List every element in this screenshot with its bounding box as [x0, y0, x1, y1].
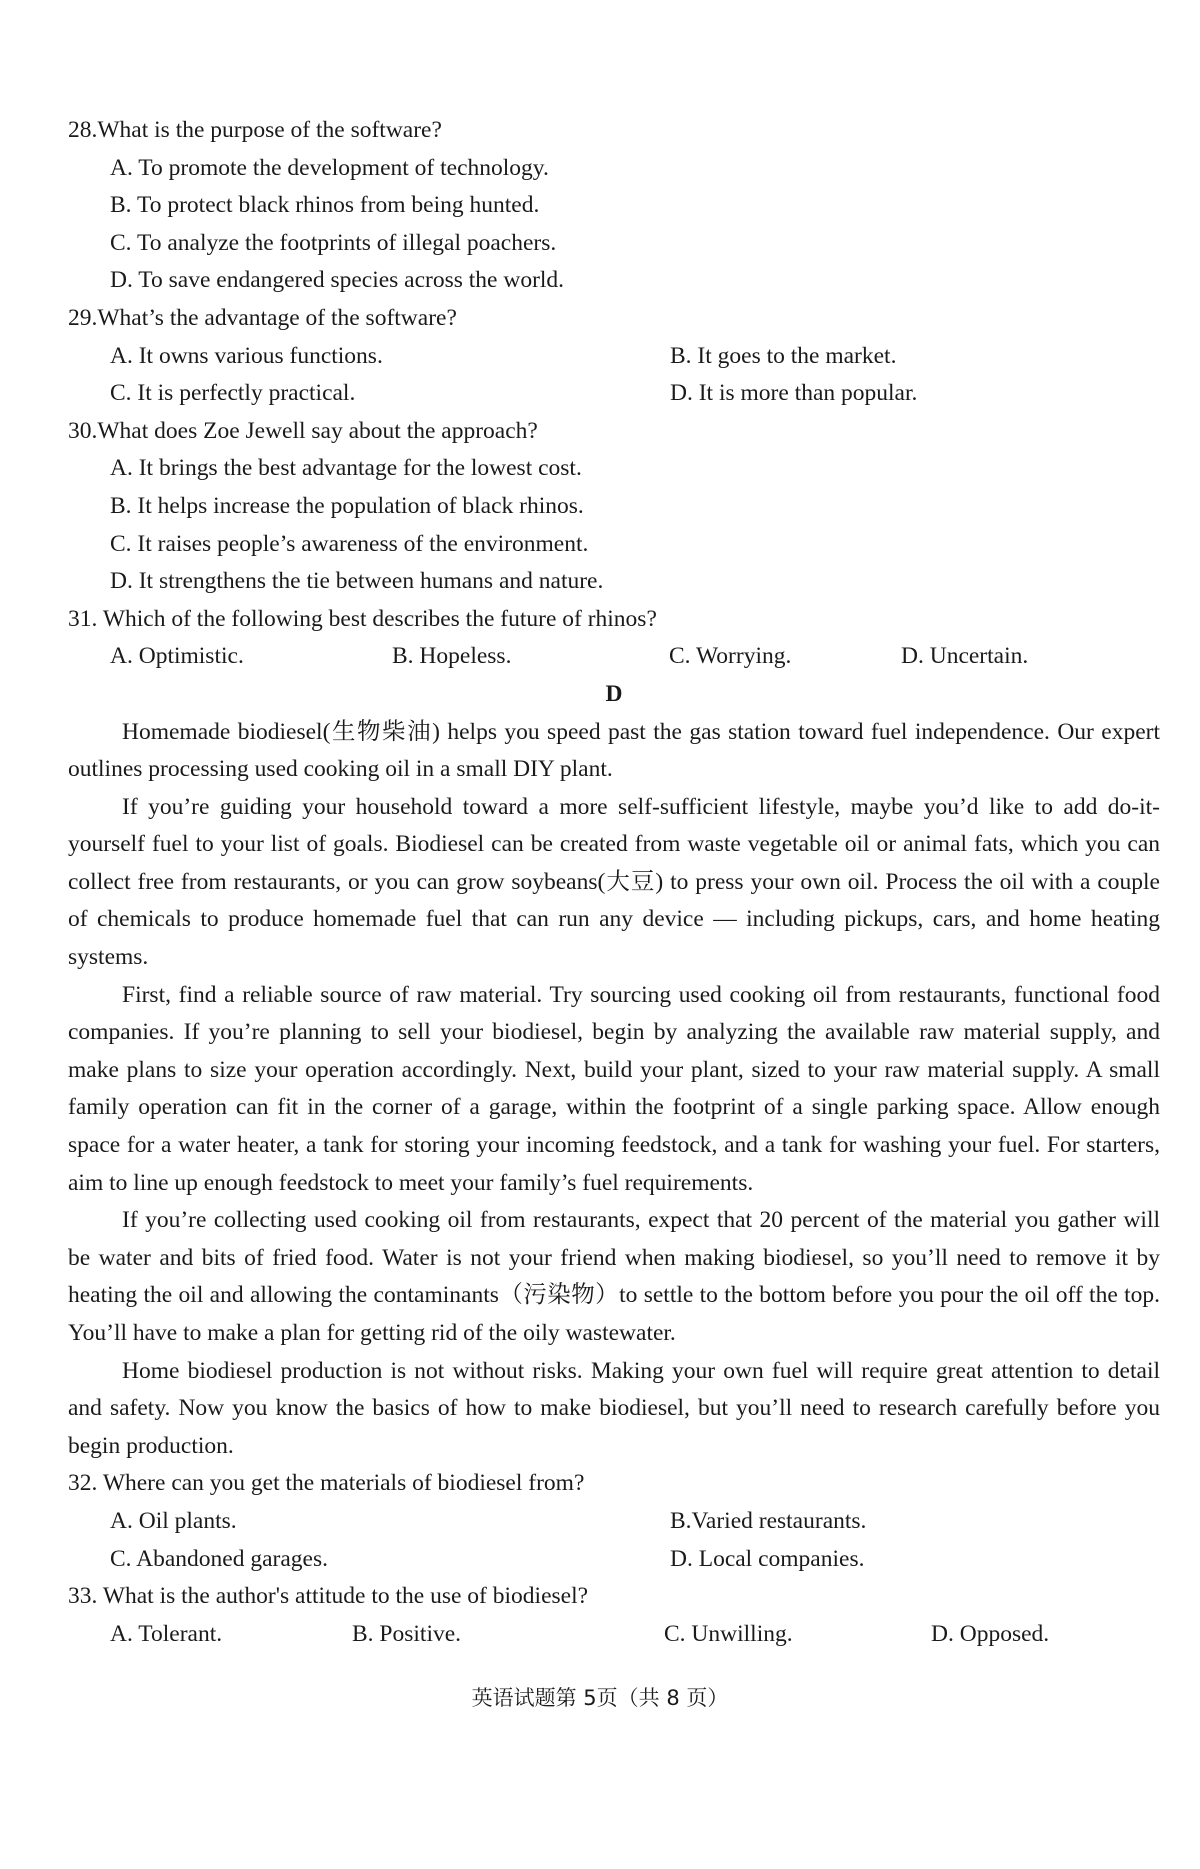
question-31-option-d: D. Uncertain. — [901, 643, 1029, 670]
question-31-options — [68, 638, 1160, 676]
question-28-option-a: A. To promote the development of technology. — [110, 154, 549, 181]
question-32-stem: 32. Where can you get the materials of biodiesel from? — [68, 1470, 585, 1497]
question-33-stem: 33. What is the author's attitude to the use of biodiesel? — [68, 1583, 589, 1610]
question-30-option-d: D. It strengthens the tie between humans and nature. — [110, 568, 604, 595]
question-31-option-b: B. Hopeless. — [392, 643, 512, 670]
question-31-option-a: A. Optimistic. — [110, 643, 244, 670]
question-28-option-b: B. To protect black rhinos from being hunted. — [110, 192, 540, 219]
question-33-option-a: A. Tolerant. — [110, 1620, 223, 1647]
question-29-option-b: B. It goes to the market. — [670, 342, 897, 369]
passage-paragraph-2: If you’re guiding your household toward a more self-sufficient lifestyle, maybe you’d like to add do-it-yourself fuel to your list of goals. Biodiesel can be created from waste vegetable oil or animal fats, which you can collect free from restaurants, or you can grow soybeans(大豆) to press your own oil. Process the oil with a couple of chemicals to produce homemade fuel that can run any device — including pickups, cars, and home heating systems. — [68, 793, 1160, 971]
question-28-option-c: C. To analyze the footprints of illegal poachers. — [110, 229, 557, 256]
question-29-options-row-2 — [68, 375, 1160, 413]
question-33-options — [68, 1616, 1160, 1654]
question-29-option-a: A. It owns various functions. — [110, 342, 383, 369]
question-32-option-d: D. Local companies. — [670, 1545, 865, 1572]
question-32-option-b: B.Varied restaurants. — [670, 1507, 867, 1534]
question-30-option-b: B. It helps increase the population of black rhinos. — [110, 492, 584, 519]
question-29-option-d: D. It is more than popular. — [670, 380, 918, 407]
question-32-option-c: C. Abandoned garages. — [110, 1545, 328, 1572]
question-30-option-a: A. It brings the best advantage for the lowest cost. — [110, 455, 582, 482]
page-footer: 英语试题第 5页（共 8 页） — [471, 1686, 729, 1710]
passage-paragraph-5: Home biodiesel production is not without risks. Making your own fuel will require great attention to detail and safety. Now you know the basics of how to make biodiesel, but you’ll need to research carefully before you begin production. — [68, 1357, 1160, 1459]
question-29-options-row-1 — [68, 338, 1160, 376]
passage-paragraph-4: If you’re collecting used cooking oil from restaurants, expect that 20 percent of the material you gather will be water and bits of fried food. Water is not your friend when making biodiesel, so you’ll need to remove it by heating the oil and allowing the contaminants（污染物）to settle to the bottom before you pour the oil off the top. You’ll have to make a plan for getting rid of the oily wastewater. — [68, 1207, 1160, 1346]
question-28-stem: 28.What is the purpose of the software? — [68, 117, 442, 143]
question-33-option-d: D. Opposed. — [931, 1620, 1050, 1647]
section-d-title: D — [605, 680, 623, 707]
question-32-options-row-1 — [68, 1503, 1160, 1541]
question-32-option-a: A. Oil plants. — [110, 1507, 237, 1534]
question-33-option-b: B. Positive. — [352, 1620, 462, 1647]
question-30-option-c: C. It raises people’s awareness of the environment. — [110, 530, 589, 557]
question-29-stem: 29.What’s the advantage of the software? — [68, 304, 457, 331]
question-31-stem: 31. Which of the following best describes the future of rhinos? — [68, 605, 657, 632]
page-content — [68, 112, 1160, 1653]
question-32-options-row-2 — [68, 1541, 1160, 1579]
question-28-option-d: D. To save endangered species across the world. — [110, 267, 565, 294]
passage-paragraph-3: First, find a reliable source of raw material. Try sourcing used cooking oil from restaurants, functional food companies. If you’re planning to sell your biodiesel, begin by analyzing the available raw material supply, and make plans to size your operation accordingly. Next, build your plant, sized to your raw material supply. A small family operation can fit in the corner of a garage, within the footprint of a single parking space. Allow enough space for a water heater, a tank for storing your incoming feedstock, and a tank for washing your fuel. For starters, aim to line up enough feedstock to meet your family’s fuel requirements. — [68, 981, 1160, 1196]
question-31-option-c: C. Worrying. — [669, 643, 792, 670]
question-29-option-c: C. It is perfectly practical. — [110, 380, 356, 407]
question-33-option-c: C. Unwilling. — [664, 1620, 793, 1647]
passage-paragraph-1: Homemade biodiesel(生物柴油) helps you speed past the gas station toward fuel independence. Our expert outlines processing used cooking oil in a small DIY plant. — [68, 718, 1160, 783]
question-30-stem: 30.What does Zoe Jewell say about the approach? — [68, 417, 538, 444]
